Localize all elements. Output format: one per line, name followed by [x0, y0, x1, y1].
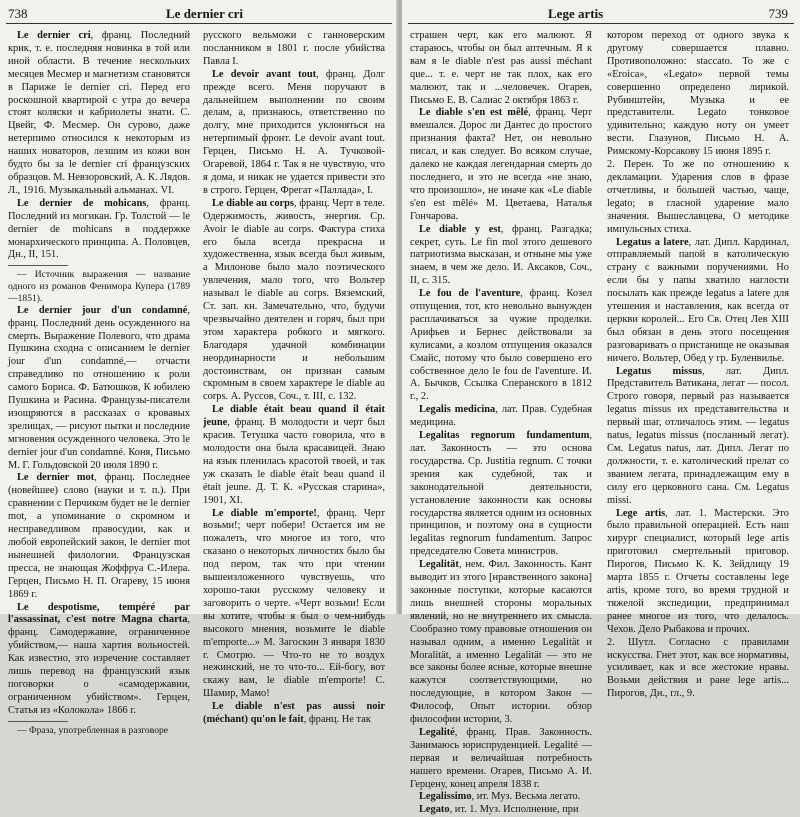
entry-headword: Le diable au corps [212, 197, 294, 209]
dictionary-entry [8, 472, 190, 601]
entry-definition: , франц. Долг прежде всего. Меня поручают в дальнейшем выполнении по своим делам, а, признаюсь, ответственно по долгу, мне приходится уклоняться на нетерпимый фронт. Le devoir avant tout. Герцен, Письмо Н. А. Тучковой-Огаревой, 1864 г. Так я не чувствую, что я дома, и никак не удается привести это в строго. Герцен, Фрегат «Паллада», I. [203, 68, 385, 196]
dictionary-entry [410, 430, 592, 559]
entry-headword: Le dernier cri [17, 30, 91, 41]
header-rule [6, 23, 392, 24]
entry-headword: Le fou de l'aventure [419, 288, 521, 300]
entry-headword: Le diable s'en est mêlé [419, 107, 529, 119]
entry-headword: Legalitas regnorum fundamentum [419, 430, 590, 442]
dictionary-entry [607, 366, 789, 508]
note-separator [8, 721, 68, 722]
right-running-head: Lege artis [548, 6, 604, 21]
entry-definition: , лат. Дипл. Кардинал, отправляемый папой в католическую страну с важными поручениями. Но если бы у папы хватило наглости посылать как прежде legatus a latere для утешения и наставления, как всегда от церкви королей... Его Св. Отец Лев XIII был обязан в день этого посещения разговаривать о пристанище не оказывая ничего. Вольтер, Обед у гр. Буленвилье. [607, 236, 790, 364]
dictionary-entry [607, 508, 789, 637]
dictionary-entry [203, 69, 385, 198]
dictionary-entry [410, 288, 592, 404]
left-page-number: 738 [8, 6, 28, 21]
entry-definition: , ит. Муз. Весьма легато. [471, 791, 581, 803]
left-page-header [0, 4, 398, 22]
entry-definition: , лат. Прав. Судебная медицина. [410, 404, 592, 429]
entry-headword: Legatus a latere [616, 236, 689, 248]
source-note: — Источник выражения — название одного из романов Фенимора Купера (1789—1851). [8, 269, 190, 304]
right-page-number: 739 [768, 6, 788, 21]
entry-definition: , франц. Козел отпущения, тот, кто невольно вынужден расплачиваться за чужие проделки. Арифьев и Бернес действовали за кулисами, а козлом отпущения оказался Смайс, потому что было совершено его собственное дело le fou de l'aventure. И. А. Бычков, Ссылка Сперанского в 1812 г., 2. [410, 288, 593, 403]
note-separator [8, 265, 68, 266]
right-column-2 [607, 30, 790, 700]
entry-definition: , ит. 1. Муз. Исполнение, при [449, 804, 579, 816]
entry-headword: Le diable n'est pas aussi noir (méchant) qu'on le fait [203, 701, 385, 726]
entry-headword: Le diable était beau quand il était jeune [203, 404, 385, 429]
dictionary-entry [410, 224, 592, 289]
entry-definition: , франц. Черт возьми!; черт побери! Остается им не пожалеть, что многое из того, что сказано о некоторых личностях было бы под пером, так что при чтении вышеизложенного чувствуешь, что хорошо-таки русскому человеку и заговорить о черте. «Черт возьми! Если вы хотите, чтобы я был о чем-нибудь высокого мнения, возьмите le diable m'emporte...» М. Загоскин 3 января 1830 г. Смотрю. — Что-то не то воздух нежинский, не то что-то... Ей-богу, вот скажу вам, le diable m'emporte! С. Шамир, Мамо! [203, 507, 385, 700]
dictionary-entry [410, 791, 592, 804]
entry-definition: , франц. Последний крик, т. е. последняя новинка в той или иной области. В течение нескольких месяцев Месмер и магнетизм становятся в Париже le dernier cri. Перед его роскошной квартирой с утра до вечера стоят коляски и кабриолеты знати. С. Цвейг, Ф. Месмер. Он суровo, даже нетерпимо относился к некоторым из наших новаторов, лезшим из кожи вон будто бы за le dernier cri французских образцов. М. Невзоровский, А. К. Лядов. Л., 1916. Музыкальный альманах. VI. [8, 30, 190, 196]
dictionary-entry [203, 198, 385, 405]
entry-definition: , нем. Фил. Законность. Кант выводит из этого [нравственного закона] законные поступки, которые касаются лишь внешней стороны моральных явлений, но не внутреннего их смысла. Сообразно тому правовые отношения он называл одним, а именно Legalität и Moralität, а именно Legalität — это не все законы более ясные, которые внешне кажутся соответствующими, но последующие, в котором Закон — Философ, Опыт истории. обзор философии истории, 3. [410, 559, 592, 726]
entry-definition: , франц. Последний день осужденного на смерть. Выражение Полевого, что драма Пушкина сходна с описанием le dernier jour d'un condamné,— отчасти справедливо по отношению к роли самого Бориса. Ф. Батюшков, К юбилею Пушкина и Расина. Французы-писатели изощряются в рассказах о кровавых зрелищах, — рисуют пытки и последние мгновения осужденного человека. Это le dernier jour d'un condamné. Коня, Письмо М. Г. Гольдовской 20 июля 1890 г. [8, 304, 190, 471]
left-running-head: Le dernier cri [166, 6, 244, 21]
entry-definition: , лат. 1. Мастерски. Это было правильной операцией. Есть наш хирург специалист, который lege artis приготовил смертельный приговор. Пирогов, Письмо К. К. Зейдлицу 19 марта 1855 г. Отчеты составлены lege artis, кроме того, во время трудной и тяжелой экспедиции, предпринимал ранее многое из того, что делалось. Чехов. Дело Рыбакова и прочих. [607, 507, 789, 635]
continued-text: 2. Перен. То же по отношению к декламации. Ударения слов в фразе отчетливы, и большей частью, чаще, legato; в гласной ударение мало значения. Вышеславцева, О методике импульсных стиха. [607, 159, 789, 235]
entry-headword: Legalissimo [419, 791, 472, 803]
dictionary-entry [410, 727, 592, 792]
entry-headword: Legalität [419, 559, 459, 571]
left-column-1 [8, 30, 190, 736]
entry-headword: Legatus missus [616, 365, 702, 377]
dictionary-entry [410, 404, 592, 430]
right-page [402, 0, 800, 816]
entry-headword: Le devoir avant tout [212, 68, 317, 80]
dictionary-entry [410, 804, 592, 817]
dictionary-entry [8, 30, 190, 198]
entry-headword: Legalité [419, 726, 455, 738]
entry-headword: Le diable m'emporte! [212, 507, 317, 519]
entry-headword: Le despotisme, tempéré par l'assassinat, c'est notre Magna charta [8, 601, 190, 626]
entry-definition: , франц. Не так [303, 714, 371, 726]
entry-definition: , лат. Дипл. Представитель Ватикана, легат — посол. Строго говоря, первый раз называется legatus missus их представительства и первый шаг, отличалось этим. — legatus natus, legatus missus (посланный легат). См. Legatus natus, лат. Дипл. Легат по должности, т. е. католический прелат со званием легата, принадлежащим ему в силу его церковного сана. См. Legatus missi. [607, 365, 789, 506]
entry-headword: Le diable y est [419, 223, 501, 235]
dictionary-entry [8, 602, 190, 718]
dictionary-entry [410, 107, 592, 223]
entry-definition: , франц. Черт в теле. Одержимость, живость, энергия. Ср. Avoir le diable au corps. Фактура стиха его была всегда прекрасна и художественна, язык всегда был живым, а Милонове было мало поэтического увлечения, мало того, что Вольтер называл le diable au corps. Вяземский, Ст. зап. кн. Замечательно, что, будучи чрезвычайно деятелен и горяч, был при этом характера робкого и мягкого. Благодаря удачной комбинации неординарности и небольшим достоинствам, он признан самым скромным в своем характере le diable au corps. А. Руссов, Соч., т. III, с. 132. [203, 197, 385, 403]
left-page [0, 0, 398, 736]
dictionary-entry [203, 701, 385, 727]
entry-definition: , лат. Законность — это основа государства. Ср. Justitia regnum. С точки зрения как судебной, так и законодательной деятельности, установление законности как основы государства является одним из основных принципов, и поэтому она в сущности legalitas regnorum fundamentum. Запрос председателю Совета министров. [410, 430, 592, 558]
entry-headword: Le dernier jour d'un condamné [17, 304, 188, 316]
entry-headword: Le dernier mot [17, 472, 95, 484]
dictionary-entry [607, 237, 789, 366]
dictionary-entry [203, 404, 385, 507]
continued-text: русского вельможи с ганноверским посланником в 1801 г. после убийства Павла I. [203, 30, 385, 67]
dictionary-entry [410, 559, 592, 727]
entry-headword: Legato [419, 804, 450, 816]
right-page-header [402, 4, 800, 22]
entry-definition: , франц. Последнее (новейшее) слово (науки и т. п.). При сравнении с Перчиком будет не le dernier mot, а упоминание о скромном и несправедливом правосудии, как и любой европейский закон, le dernier mot нынешней филологии. Французская пресса, не знающая Жоффруа С.-Илера. Герцен, Письмо Н. П. Огареву, 15 июня 1869 г. [8, 472, 190, 600]
entry-definition: , франц. Черт вмешался. Дорос ли Дантес до простого признания факта? Нет, он невольно писал, и как следует. Во всяком случае, далеко не каждая легендарная смерть до последнего, и это не всегда «не знаю, что произошло», не иначе как «Le diable s'en est mêlé» М. Цветаева, Наталья Гончарова. [410, 107, 592, 222]
entry-definition: , франц. Последний из могикан. Гр. Толстой — le dernier de mohicans в поддержке монархического принципа. А. Половцев, Дн., II, 151. [8, 197, 190, 261]
entry-definition: , франц. Разгадка; секрет, суть. Le fin mol этого дешевого патриотизма высказан, и отныне мы уже знаем, в чем же дело. И. Аксаков, Соч., II, с. 315. [410, 223, 592, 287]
entry-definition: , франц. В молодости и черт был красив. Тетушка часто говорила, что в молодости она была красавицей. Знаю на язык пленилась красотой твоей, и так уж сказать le diable était beau quand il était jeune. Д. Т. К. «Русская старина», 1901, XI. [203, 417, 385, 506]
left-column-2 [203, 30, 385, 726]
entry-headword: Lege artis [616, 507, 666, 519]
entry-headword: Le dernier de mohicans [17, 197, 147, 209]
continued-text: 2. Шутл. Согласно с правилами искусства. Гнет этот, как все нормативы, усиливает, как и все жестокие нравы. Возьми действия и ране lege artis... Пирогов, Дн., гл., 9. [607, 636, 789, 700]
right-column-1 [410, 30, 593, 816]
dictionary-entry [8, 305, 190, 473]
entry-definition: , франц. Самодержавие, ограниченное убийством,— наша хартия вольностей. Как известно, это изречение составляет лишь перевод на французский язык поговорки о «самодержавии, ограниченном убийством». Герцен, Статья из «Колокола» 1866 г. [8, 614, 190, 716]
header-rule [408, 23, 794, 24]
continued-text: котором переход от одного звука к другому совершается плавно. Противоположно: staccato. То же с «Eroica», «Legato» первой темы совершенно определено лирикой. Рубинштейн, Музыка и ее представители. Legato тонковое удивительно; каждую ноту он умеет вести. Глазунов, Письмо Н. А. Римскому-Корсакову 15 июня 1895 г. [607, 30, 789, 158]
source-note: — Фраза, употребленная в разговоре [17, 724, 169, 736]
entry-headword: Legalis medicina [419, 404, 496, 416]
continued-text: страшен черт, как его малюют. Я стараюсь, чтобы он был аптечным. Я к вам я le diable n'est pas aussi méchant que... т. е. черт не так плох, как его малюют, так и ...человечек. Огарев, Письмо Е. В. Салиас 2 октября 1863 г. [410, 30, 592, 106]
dictionary-entry [203, 508, 385, 702]
entry-definition: , франц. Прав. Законность. Занимаюсь юриспруденцией. Legalité — первая и величайшая потребность нашего времени. Огарев, Письмо А. И. Герцену, конец апреля 1838 г. [410, 726, 592, 790]
dictionary-entry [8, 198, 190, 263]
